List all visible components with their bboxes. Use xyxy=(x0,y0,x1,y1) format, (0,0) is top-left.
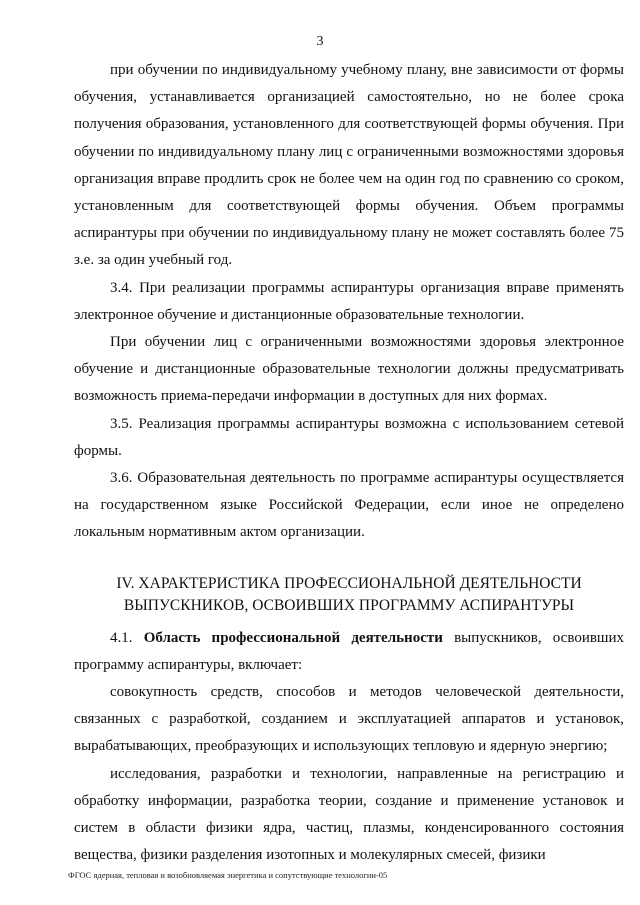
paragraph-3-6: 3.6. Образовательная деятельность по программе аспирантуры осуществляется на государственном языке Российской Федерации, если иное не определено локальным нормативным актом организации. xyxy=(74,470,624,541)
paragraph-health-limitations: При обучении лиц с ограниченными возможностями здоровья электронное обучение и дистанционные образовательные технологии должны предусматривать возможность приема-передачи информации в доступных для них формах. xyxy=(74,334,624,405)
paragraph-4-1-number: 4.1. xyxy=(110,629,144,646)
paragraph-continuation: при обучении по индивидуальному учебному плану, вне зависимости от формы обучения, устанавливается организацией самостоятельно, но не более срока получения образования, установленного для соответствующей формы обучения. При обучении по индивидуальному плану лиц с ограниченными возможностями здоровья организация вправе продлить срок не более чем на один год по сравнению со сроком, установленным для соответствующей формы обучения. Объем программы аспирантуры при обучении по индивидуальному плану не может составлять более 75 з.е. за один учебный год. xyxy=(74,62,624,269)
paragraph-4-1 xyxy=(74,625,624,679)
paragraph-4-1-bold-term: Область профессиональной деятельности xyxy=(143,629,443,646)
section-heading-line-1: IV. ХАРАКТЕРИСТИКА ПРОФЕССИОНАЛЬНОЙ ДЕЯТЕЛЬНОСТИ xyxy=(116,574,582,592)
paragraph-3-4: 3.4. При реализации программы аспирантуры организация вправе применять электронное обучение и дистанционные образовательные технологии. xyxy=(74,279,624,323)
paragraph-item-means: совокупность средств, способов и методов человеческой деятельности, связанных с разработкой, созданием и эксплуатацией аппаратов и установок, вырабатывающих, преобразующих и использующих тепловую и ядерную энергию; xyxy=(74,684,624,755)
document-body xyxy=(74,57,624,869)
paragraph-3-5: 3.5. Реализация программы аспирантуры возможна с использованием сетевой формы. xyxy=(74,415,624,459)
paragraph-item-research: исследования, разработки и технологии, направленные на регистрацию и обработку информации, разработка теории, создание и применение установок и систем в области физики ядра, частиц, плазмы, конденсированного состояния вещества, физики разделения изотопных и молекулярных смесей, физики xyxy=(74,765,624,864)
section-heading-line-2: ВЫПУСКНИКОВ, ОСВОИВШИХ ПРОГРАММУ АСПИРАНТУРЫ xyxy=(123,596,575,614)
paragraph-4-1-rest: выпускников, освоивших программу аспирантуры, включает: xyxy=(74,629,625,673)
section-heading xyxy=(74,573,624,617)
footer-note: ФГОС ядерная, тепловая и возобновляемая энергетика и сопутствующие технологии-05 xyxy=(68,870,388,880)
page-number: 3 xyxy=(316,34,324,49)
